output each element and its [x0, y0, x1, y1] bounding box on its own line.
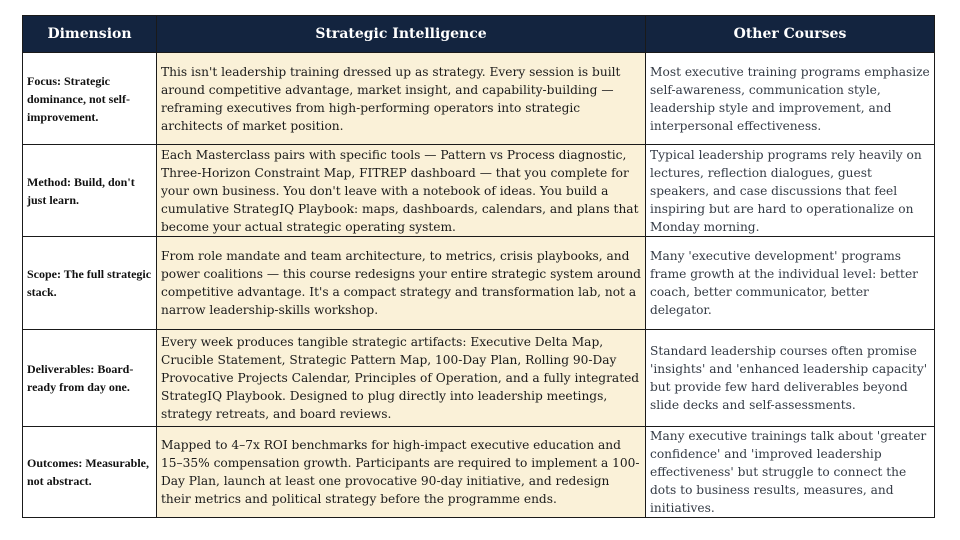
header-row — [23, 16, 935, 53]
table-body — [23, 53, 935, 518]
table-row — [23, 427, 935, 518]
strategic-intelligence-cell: Every week produces tangible strategic artifacts: Executive Delta Map, Crucible Statement, Strategic Pattern Map, 100-Day Plan, Rolling 90-Day Provocative Projects Calendar, Principles of Operation, and a fully integrated StrategIQ Playbook. Designed to plug directly into leadership meetings, strategy retreats, and board reviews. — [157, 330, 646, 427]
dimension-cell: Focus: Strategic dominance, not self-improvement. — [23, 53, 157, 145]
other-courses-cell: Most executive training programs emphasize self-awareness, communication style, leadership style and improvement, and interpersonal effectiveness. — [646, 53, 935, 145]
dimension-cell: Deliverables: Board-ready from day one. — [23, 330, 157, 427]
other-courses-cell: Many executive trainings talk about 'greater confidence' and 'improved leadership effectiveness' but struggle to connect the dots to business results, measures, and initiatives. — [646, 427, 935, 518]
other-courses-cell: Typical leadership programs rely heavily on lectures, reflection dialogues, guest speakers, and case discussions that feel inspiring but are hard to operationalize on Monday morning. — [646, 145, 935, 237]
table-header — [23, 16, 935, 53]
table-row — [23, 145, 935, 237]
strategic-intelligence-cell: Each Masterclass pairs with specific tools — Pattern vs Process diagnostic, Three-Horizon Constraint Map, FITREP dashboard — that you complete for your own business. You don't leave with a notebook of ideas. You build a cumulative StrategIQ Playbook: maps, dashboards, calendars, and plans that become your actual strategic operating system. — [157, 145, 646, 237]
table-row — [23, 53, 935, 145]
strategic-intelligence-cell: Mapped to 4–7x ROI benchmarks for high-impact executive education and 15–35% compensation growth. Participants are required to implement a 100-Day Plan, launch at least one provocative 90-day initiative, and redesign their metrics and political strategy before the programme ends. — [157, 427, 646, 518]
table-row — [23, 237, 935, 330]
other-courses-cell: Standard leadership courses often promise 'insights' and 'enhanced leadership capacity' but provide few hard deliverables beyond slide decks and self-assessments. — [646, 330, 935, 427]
header-dimension: Dimension — [23, 16, 157, 53]
dimension-cell: Outcomes: Measurable, not abstract. — [23, 427, 157, 518]
dimension-cell: Scope: The full strategic stack. — [23, 237, 157, 330]
header-other-courses: Other Courses — [646, 16, 935, 53]
strategic-intelligence-cell: This isn't leadership training dressed up as strategy. Every session is built around competitive advantage, market insight, and capability-building — reframing executives from high-performing operators into strategic architects of market position. — [157, 53, 646, 145]
dimension-cell: Method: Build, don't just learn. — [23, 145, 157, 237]
header-strategic-intelligence: Strategic Intelligence — [157, 16, 646, 53]
other-courses-cell: Many 'executive development' programs frame growth at the individual level: better coach, better communicator, better delegator. — [646, 237, 935, 330]
table-row — [23, 330, 935, 427]
strategic-intelligence-cell: From role mandate and team architecture, to metrics, crisis playbooks, and power coalitions — this course redesigns your entire strategic system around competitive advantage. It's a compact strategy and transformation lab, not a narrow leadership-skills workshop. — [157, 237, 646, 330]
comparison-table — [22, 15, 935, 518]
